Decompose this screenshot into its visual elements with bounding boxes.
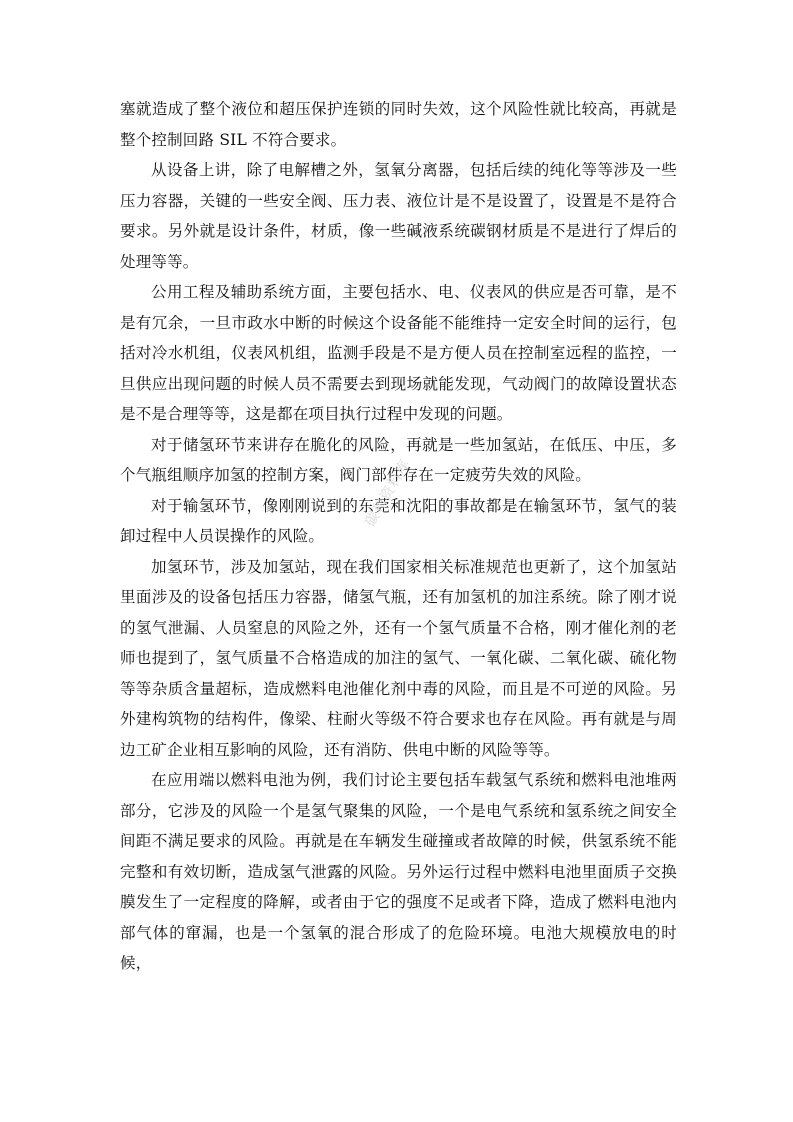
paragraph-7: 在应用端以燃料电池为例，我们讨论主要包括车载氢气系统和燃料电池堆两部分，它涉及的风险一个是氢气聚集的风险，一个是电气系统和氢系统之间安全间距不满足要求的风险。再就是在车辆发生碰撞或者故障的时候，供氢系统不能完整和有效切断，造成氢气泄露的风险。另外运行过程中燃料电池里面质子交换膜发生了一定程度的降解，或者由于它的强度不足或者下降，造成了燃料电池内部气体的窜漏，也是一个氢氧的混合形成了的危险环境。电池大规模放电的时候， — [120, 771, 677, 972]
paragraph-2: 从设备上讲，除了电解槽之外，氢氧分离器，包括后续的纯化等等涉及一些压力容器，关键的一些安全阀、压力表、液位计是不是设置了，设置是不是符合要求。另外就是设计条件，材质，像一些碱液系统碳钢材质是不是进行了焊后的处理等等。 — [120, 161, 677, 271]
document-body — [120, 94, 677, 979]
paragraph-4: 对于储氢环节来讲存在脆化的风险，再就是一些加氢站，在低压、中压，多个气瓶组顺序加氢的控制方案，阀门部件存在一定疲劳失效的风险。 — [120, 435, 677, 484]
paragraph-5: 对于输氢环节，像刚刚说到的东莞和沈阳的事故都是在输氢环节，氢气的装卸过程中人员误操作的风险。 — [120, 496, 677, 545]
paragraph-6: 加氢环节，涉及加氢站，现在我们国家相关标准规范也更新了，这个加氢站里面涉及的设备包括压力容器，储氢气瓶，还有加氢机的加注系统。除了刚才说的氢气泄漏、人员窒息的风险之外，还有一个氢气质量不合格，刚才催化剂的老师也提到了，氢气质量不合格造成的加注的氢气、一氧化碳、二氧化碳、硫化物等等杂质含量超标，造成燃料电池催化剂中毒的风险，而且是不可逆的风险。另外建构筑物的结构件，像梁、柱耐火等级不符合要求也存在风险。再有就是与周边工矿企业相互影响的风险，还有消防、供电中断的风险等等。 — [120, 557, 677, 759]
watermark: 碳和资料库 — [362, 456, 414, 530]
paragraph-3: 公用工程及辅助系统方面，主要包括水、电、仪表风的供应是否可靠，是不是有冗余，一旦市政水中断的时候这个设备能不能维持一定安全时间的运行，包括对冷水机组，仪表风机组，监测手段是不是方便人员在控制室远程的监控，一旦供应出现问题的时候人员不需要去到现场就能发现，气动阀门的故障设置状态是不是合理等等，这是都在项目执行过程中发现的问题。 — [120, 283, 677, 423]
paragraph-1: 塞就造成了整个液位和超压保护连锁的同时失效，这个风险性就比较高，再就是整个控制回路 SIL 不符合要求。 — [120, 100, 677, 149]
